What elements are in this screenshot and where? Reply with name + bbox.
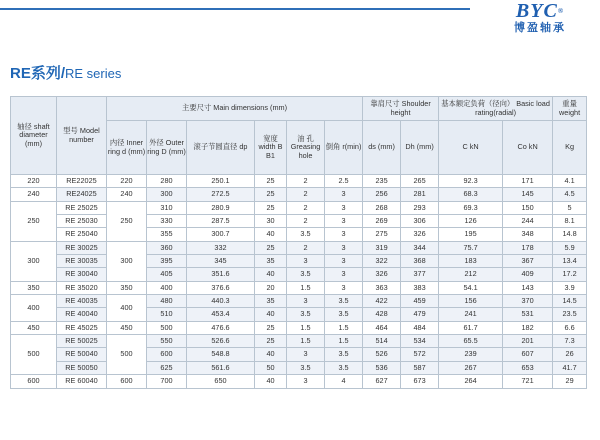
- cell-kg: 23.5: [553, 308, 587, 321]
- cell-shaft: 400: [11, 295, 57, 322]
- cell-dh: 368: [401, 255, 439, 268]
- header-load-rating: 基本额定负荷（径向） Basic load rating(radial): [439, 97, 553, 121]
- header-width: 宽度 width B B1: [255, 121, 287, 175]
- cell-oil-hole: 2: [287, 215, 325, 228]
- cell-roller-dp: 548.8: [187, 348, 255, 361]
- cell-outer: 300: [147, 188, 187, 201]
- cell-inner: 500: [107, 335, 147, 375]
- logo-mark: BYC®: [515, 0, 565, 22]
- cell-kg: 26: [553, 348, 587, 361]
- table-row: [11, 215, 587, 228]
- cell-roller-dp: 376.6: [187, 281, 255, 294]
- cell-co: 143: [503, 281, 553, 294]
- cell-dh: 293: [401, 201, 439, 214]
- cell-outer: 405: [147, 268, 187, 281]
- cell-roller-dp: 440.3: [187, 295, 255, 308]
- cell-width: 25: [255, 175, 287, 188]
- cell-co: 150: [503, 201, 553, 214]
- cell-width: 35: [255, 295, 287, 308]
- cell-roller-dp: 561.6: [187, 361, 255, 374]
- cell-oil-hole: 3.5: [287, 228, 325, 241]
- header-oil-hole: 油 孔 Greasing hole: [287, 121, 325, 175]
- cell-ds: 268: [363, 201, 401, 214]
- cell-inner: 250: [107, 201, 147, 241]
- cell-kg: 41.7: [553, 361, 587, 374]
- cell-chamfer: 3: [325, 188, 363, 201]
- table-row: [11, 295, 587, 308]
- cell-shaft: 240: [11, 188, 57, 201]
- cell-shaft: 300: [11, 241, 57, 281]
- cell-oil-hole: 2: [287, 175, 325, 188]
- cell-shaft: 500: [11, 335, 57, 375]
- cell-chamfer: 3.5: [325, 308, 363, 321]
- cell-kg: 14.8: [553, 228, 587, 241]
- cell-outer: 360: [147, 241, 187, 254]
- cell-ds: 363: [363, 281, 401, 294]
- cell-chamfer: 3: [325, 228, 363, 241]
- cell-kg: 17.2: [553, 268, 587, 281]
- cell-oil-hole: 3.5: [287, 268, 325, 281]
- cell-ds: 275: [363, 228, 401, 241]
- cell-ds: 428: [363, 308, 401, 321]
- cell-oil-hole: 2: [287, 241, 325, 254]
- cell-c: 61.7: [439, 321, 503, 334]
- cell-roller-dp: 272.5: [187, 188, 255, 201]
- header-rule: [0, 8, 470, 10]
- cell-ds: 514: [363, 335, 401, 348]
- cell-roller-dp: 526.6: [187, 335, 255, 348]
- cell-c: 126: [439, 215, 503, 228]
- cell-c: 195: [439, 228, 503, 241]
- cell-width: 30: [255, 215, 287, 228]
- cell-ds: 235: [363, 175, 401, 188]
- logo-text: 博盈轴承: [514, 22, 566, 34]
- cell-width: 25: [255, 201, 287, 214]
- cell-c: 69.3: [439, 201, 503, 214]
- cell-chamfer: 3: [325, 255, 363, 268]
- cell-ds: 322: [363, 255, 401, 268]
- cell-kg: 7.3: [553, 335, 587, 348]
- header-kg: Kg: [553, 121, 587, 175]
- header-outer: 外径 Outer ring D (mm): [147, 121, 187, 175]
- cell-oil-hole: 3.5: [287, 308, 325, 321]
- cell-c: 75.7: [439, 241, 503, 254]
- cell-ds: 627: [363, 375, 401, 388]
- cell-co: 370: [503, 295, 553, 308]
- cell-co: 182: [503, 321, 553, 334]
- cell-ds: 536: [363, 361, 401, 374]
- cell-co: 244: [503, 215, 553, 228]
- header-dh: Dh (mm): [401, 121, 439, 175]
- cell-model: RE 45025: [57, 321, 107, 334]
- header-roller: 滚子节圆直径 dp: [187, 121, 255, 175]
- cell-kg: 5: [553, 201, 587, 214]
- cell-oil-hole: 1.5: [287, 281, 325, 294]
- cell-inner: 220: [107, 175, 147, 188]
- header-chamfer: 倒角 r(min): [325, 121, 363, 175]
- cell-roller-dp: 300.7: [187, 228, 255, 241]
- cell-outer: 480: [147, 295, 187, 308]
- cell-shaft: 250: [11, 201, 57, 241]
- cell-c: 183: [439, 255, 503, 268]
- header-c: C kN: [439, 121, 503, 175]
- cell-width: 40: [255, 268, 287, 281]
- table-row: [11, 175, 587, 188]
- cell-chamfer: 3.5: [325, 361, 363, 374]
- cell-kg: 8.1: [553, 215, 587, 228]
- cell-kg: 13.4: [553, 255, 587, 268]
- cell-dh: 344: [401, 241, 439, 254]
- table-row: [11, 321, 587, 334]
- cell-co: 178: [503, 241, 553, 254]
- cell-dh: 484: [401, 321, 439, 334]
- cell-dh: 281: [401, 188, 439, 201]
- cell-model: RE 35020: [57, 281, 107, 294]
- cell-co: 348: [503, 228, 553, 241]
- cell-oil-hole: 1.5: [287, 335, 325, 348]
- header-shaft: 轴径 shaft diameter (mm): [11, 97, 57, 175]
- cell-oil-hole: 2: [287, 201, 325, 214]
- cell-ds: 319: [363, 241, 401, 254]
- table-row: [11, 268, 587, 281]
- cell-kg: 6.6: [553, 321, 587, 334]
- cell-outer: 355: [147, 228, 187, 241]
- table-row: [11, 255, 587, 268]
- cell-c: 264: [439, 375, 503, 388]
- cell-width: 25: [255, 335, 287, 348]
- spec-table-body: [11, 175, 587, 389]
- cell-kg: 29: [553, 375, 587, 388]
- header-main-dimensions: 主要尺寸 Main dimensions (mm): [107, 97, 363, 121]
- header-ds: ds (mm): [363, 121, 401, 175]
- cell-dh: 534: [401, 335, 439, 348]
- cell-outer: 400: [147, 281, 187, 294]
- cell-width: 25: [255, 188, 287, 201]
- cell-model: RE 40040: [57, 308, 107, 321]
- cell-c: 212: [439, 268, 503, 281]
- cell-width: 35: [255, 255, 287, 268]
- cell-c: 68.3: [439, 188, 503, 201]
- cell-co: 653: [503, 361, 553, 374]
- cell-roller-dp: 345: [187, 255, 255, 268]
- cell-width: 40: [255, 348, 287, 361]
- cell-width: 40: [255, 308, 287, 321]
- cell-chamfer: 1.5: [325, 321, 363, 334]
- cell-c: 92.3: [439, 175, 503, 188]
- cell-dh: 377: [401, 268, 439, 281]
- header-inner: 内径 Inner ring d (mm): [107, 121, 147, 175]
- header-model: 型号 Model number: [57, 97, 107, 175]
- cell-chamfer: 3: [325, 201, 363, 214]
- cell-co: 201: [503, 335, 553, 348]
- cell-roller-dp: 453.4: [187, 308, 255, 321]
- cell-c: 267: [439, 361, 503, 374]
- cell-width: 40: [255, 228, 287, 241]
- table-row: [11, 188, 587, 201]
- cell-model: RE 50040: [57, 348, 107, 361]
- table-row: [11, 375, 587, 388]
- cell-c: 239: [439, 348, 503, 361]
- table-row: [11, 348, 587, 361]
- cell-width: 25: [255, 321, 287, 334]
- cell-oil-hole: 2: [287, 188, 325, 201]
- cell-model: RE 30035: [57, 255, 107, 268]
- cell-chamfer: 3.5: [325, 348, 363, 361]
- cell-roller-dp: 476.6: [187, 321, 255, 334]
- table-row: [11, 228, 587, 241]
- cell-oil-hole: 1.5: [287, 321, 325, 334]
- cell-model: RE 25030: [57, 215, 107, 228]
- cell-inner: 600: [107, 375, 147, 388]
- cell-outer: 395: [147, 255, 187, 268]
- cell-model: RE 50025: [57, 335, 107, 348]
- cell-roller-dp: 250.1: [187, 175, 255, 188]
- cell-inner: 350: [107, 281, 147, 294]
- cell-outer: 500: [147, 321, 187, 334]
- cell-oil-hole: 3: [287, 255, 325, 268]
- cell-outer: 280: [147, 175, 187, 188]
- cell-kg: 4.1: [553, 175, 587, 188]
- cell-chamfer: 3: [325, 268, 363, 281]
- cell-dh: 459: [401, 295, 439, 308]
- title-en: RE series: [65, 66, 122, 81]
- cell-kg: 4.5: [553, 188, 587, 201]
- cell-oil-hole: 3: [287, 375, 325, 388]
- cell-chamfer: 2.5: [325, 175, 363, 188]
- cell-outer: 550: [147, 335, 187, 348]
- cell-c: 65.5: [439, 335, 503, 348]
- cell-model: RE 25040: [57, 228, 107, 241]
- cell-co: 171: [503, 175, 553, 188]
- cell-ds: 326: [363, 268, 401, 281]
- cell-chamfer: 3: [325, 241, 363, 254]
- cell-width: 50: [255, 361, 287, 374]
- cell-outer: 700: [147, 375, 187, 388]
- cell-outer: 625: [147, 361, 187, 374]
- title-cn: RE系列/: [10, 65, 66, 82]
- cell-roller-dp: 351.6: [187, 268, 255, 281]
- table-row: [11, 335, 587, 348]
- cell-ds: 464: [363, 321, 401, 334]
- cell-kg: 5.9: [553, 241, 587, 254]
- cell-inner: 450: [107, 321, 147, 334]
- cell-dh: 673: [401, 375, 439, 388]
- cell-outer: 330: [147, 215, 187, 228]
- cell-oil-hole: 3.5: [287, 361, 325, 374]
- table-row: [11, 281, 587, 294]
- cell-model: RE 30040: [57, 268, 107, 281]
- cell-shaft: 350: [11, 281, 57, 294]
- cell-co: 531: [503, 308, 553, 321]
- cell-roller-dp: 650: [187, 375, 255, 388]
- cell-roller-dp: 280.9: [187, 201, 255, 214]
- cell-model: RE 40035: [57, 295, 107, 308]
- cell-outer: 600: [147, 348, 187, 361]
- cell-dh: 383: [401, 281, 439, 294]
- cell-chamfer: 3.5: [325, 295, 363, 308]
- cell-chamfer: 4: [325, 375, 363, 388]
- company-logo: [494, 1, 586, 41]
- cell-outer: 510: [147, 308, 187, 321]
- cell-width: 20: [255, 281, 287, 294]
- cell-dh: 306: [401, 215, 439, 228]
- cell-model: RE 30025: [57, 241, 107, 254]
- cell-ds: 269: [363, 215, 401, 228]
- table-row: [11, 308, 587, 321]
- cell-chamfer: 1.5: [325, 335, 363, 348]
- cell-model: RE24025: [57, 188, 107, 201]
- header-co: Co kN: [503, 121, 553, 175]
- cell-shaft: 220: [11, 175, 57, 188]
- spec-table: [10, 96, 587, 389]
- cell-width: 40: [255, 375, 287, 388]
- table-row: [11, 361, 587, 374]
- cell-outer: 310: [147, 201, 187, 214]
- cell-c: 54.1: [439, 281, 503, 294]
- table-row: [11, 241, 587, 254]
- cell-inner: 300: [107, 241, 147, 281]
- cell-oil-hole: 3: [287, 348, 325, 361]
- cell-inner: 240: [107, 188, 147, 201]
- cell-model: RE22025: [57, 175, 107, 188]
- cell-ds: 256: [363, 188, 401, 201]
- cell-co: 367: [503, 255, 553, 268]
- cell-dh: 265: [401, 175, 439, 188]
- cell-model: RE 25025: [57, 201, 107, 214]
- cell-model: RE 50050: [57, 361, 107, 374]
- cell-chamfer: 3: [325, 215, 363, 228]
- cell-kg: 14.5: [553, 295, 587, 308]
- cell-kg: 3.9: [553, 281, 587, 294]
- cell-dh: 479: [401, 308, 439, 321]
- cell-roller-dp: 287.5: [187, 215, 255, 228]
- cell-co: 409: [503, 268, 553, 281]
- cell-co: 145: [503, 188, 553, 201]
- cell-chamfer: 3: [325, 281, 363, 294]
- cell-oil-hole: 3: [287, 295, 325, 308]
- cell-inner: 400: [107, 295, 147, 322]
- cell-c: 156: [439, 295, 503, 308]
- cell-roller-dp: 332: [187, 241, 255, 254]
- cell-dh: 326: [401, 228, 439, 241]
- cell-dh: 587: [401, 361, 439, 374]
- table-row: [11, 201, 587, 214]
- cell-ds: 422: [363, 295, 401, 308]
- cell-ds: 526: [363, 348, 401, 361]
- cell-shaft: 600: [11, 375, 57, 388]
- cell-dh: 572: [401, 348, 439, 361]
- header-shoulder: 靠肩尺寸 Shoulder height: [363, 97, 439, 121]
- header-weight: 重量 weight: [553, 97, 587, 121]
- header-bar: [0, 0, 600, 40]
- page-title: [10, 62, 121, 83]
- cell-shaft: 450: [11, 321, 57, 334]
- cell-width: 25: [255, 241, 287, 254]
- cell-co: 607: [503, 348, 553, 361]
- cell-model: RE 60040: [57, 375, 107, 388]
- cell-c: 241: [439, 308, 503, 321]
- cell-co: 721: [503, 375, 553, 388]
